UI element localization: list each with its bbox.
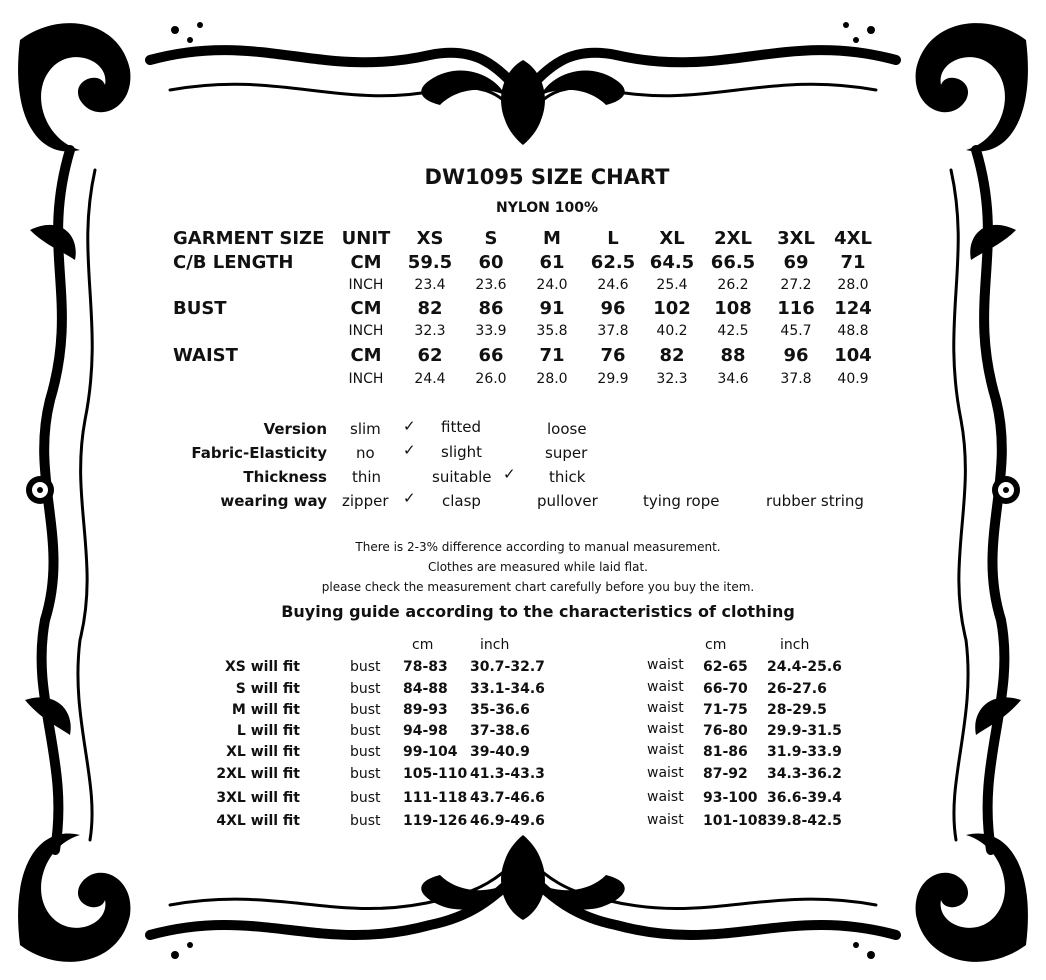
- fit-label: 3XL will fit: [216, 790, 300, 806]
- elasticity-option-super: super: [545, 444, 588, 462]
- table-cell: 82: [417, 298, 443, 319]
- table-cell: 28.0: [837, 277, 869, 293]
- table-cell: 34.6: [717, 371, 749, 387]
- check-mark-icon: ✓: [403, 489, 416, 507]
- bust-cm: 105-110: [403, 766, 468, 782]
- thickness-option-thick: thick: [549, 468, 586, 486]
- row-label-waist: WAIST: [173, 345, 238, 366]
- bust-label: bust: [350, 681, 381, 697]
- waist-label: waist: [647, 765, 684, 781]
- table-cell: 40.9: [837, 371, 869, 387]
- wearing-option-zipper: zipper: [342, 492, 389, 510]
- version-option-fitted: fitted: [441, 418, 481, 436]
- bust-inch: 39-40.9: [470, 744, 530, 760]
- guide-header-cm: cm: [705, 637, 727, 653]
- row-label-bust: BUST: [173, 298, 227, 319]
- table-cell: 32.3: [656, 371, 688, 387]
- table-cell: 71: [539, 345, 565, 366]
- table-cell: 24.0: [536, 277, 568, 293]
- table-cell: 66: [478, 345, 504, 366]
- wearing-option-pullover: pullover: [537, 492, 598, 510]
- version-option-slim: slim: [350, 420, 381, 438]
- waist-inch: 31.9-33.9: [767, 744, 842, 760]
- table-cell: 66.5: [710, 252, 756, 273]
- waist-inch: 26-27.6: [767, 681, 827, 697]
- table-cell: 26.2: [717, 277, 749, 293]
- wearing-way-label: wearing way: [220, 492, 327, 510]
- bust-label: bust: [350, 744, 381, 760]
- bust-label: bust: [350, 659, 381, 675]
- fit-label: L will fit: [236, 723, 300, 739]
- waist-label: waist: [647, 679, 684, 695]
- thickness-option-suitable: suitable: [432, 468, 492, 486]
- table-cell: 69: [783, 252, 809, 273]
- table-cell: 64.5: [649, 252, 695, 273]
- bust-inch: 41.3-43.3: [470, 766, 545, 782]
- note-line: There is 2-3% difference according to manual measurement.: [355, 540, 721, 554]
- waist-label: waist: [647, 721, 684, 737]
- table-cell: 102: [653, 298, 691, 319]
- bust-cm: 119-126: [403, 813, 468, 829]
- bust-inch: 33.1-34.6: [470, 681, 545, 697]
- table-cell: 24.4: [414, 371, 446, 387]
- table-cell: 104: [834, 345, 872, 366]
- table-cell: 23.6: [475, 277, 507, 293]
- header-garment-size: GARMENT SIZE: [173, 228, 325, 249]
- waist-cm: 62-65: [703, 659, 748, 675]
- check-mark-icon: ✓: [403, 441, 416, 459]
- note-line: Clothes are measured while laid flat.: [428, 560, 648, 574]
- table-cell: 48.8: [837, 323, 869, 339]
- elasticity-option-no: no: [356, 444, 375, 462]
- bust-label: bust: [350, 813, 381, 829]
- check-mark-icon: ✓: [403, 417, 416, 435]
- header-size-3xl: 3XL: [777, 228, 815, 249]
- bust-cm: 78-83: [403, 659, 448, 675]
- waist-label: waist: [647, 742, 684, 758]
- thickness-label: Thickness: [243, 468, 327, 486]
- table-cell: 59.5: [407, 252, 453, 273]
- chart-title: DW1095 SIZE CHART: [424, 165, 670, 189]
- table-cell: 96: [783, 345, 809, 366]
- unit-cm: CM: [350, 345, 382, 366]
- waist-label: waist: [647, 789, 684, 805]
- table-cell: 35.8: [536, 323, 568, 339]
- table-cell: 32.3: [414, 323, 446, 339]
- table-cell: 76: [600, 345, 626, 366]
- waist-inch: 24.4-25.6: [767, 659, 842, 675]
- waist-inch: 34.3-36.2: [767, 766, 842, 782]
- fit-label: S will fit: [235, 681, 300, 697]
- table-cell: 124: [834, 298, 872, 319]
- unit-cm: CM: [350, 252, 382, 273]
- bust-cm: 99-104: [403, 744, 458, 760]
- table-cell: 61: [539, 252, 565, 273]
- guide-header-inch: inch: [480, 637, 510, 653]
- table-cell: 45.7: [780, 323, 812, 339]
- header-size-m: M: [543, 228, 561, 249]
- row-label-cb-length: C/B LENGTH: [173, 252, 294, 273]
- bust-inch: 46.9-49.6: [470, 813, 545, 829]
- bust-cm: 94-98: [403, 723, 448, 739]
- table-cell: 82: [659, 345, 685, 366]
- table-cell: 33.9: [475, 323, 507, 339]
- waist-inch: 29.9-31.5: [767, 723, 842, 739]
- bust-cm: 89-93: [403, 702, 448, 718]
- table-cell: 24.6: [597, 277, 629, 293]
- table-cell: 62: [417, 345, 443, 366]
- elasticity-option-slight: slight: [441, 443, 483, 461]
- header-unit: UNIT: [341, 228, 391, 249]
- bust-inch: 43.7-46.6: [470, 790, 545, 806]
- table-cell: 88: [720, 345, 746, 366]
- bust-label: bust: [350, 766, 381, 782]
- waist-inch: 39.8-42.5: [767, 813, 842, 829]
- bust-cm: 111-118: [403, 790, 468, 806]
- waist-cm: 66-70: [703, 681, 748, 697]
- table-cell: 60: [478, 252, 504, 273]
- chart-subtitle: NYLON 100%: [495, 200, 599, 216]
- waist-label: waist: [647, 657, 684, 673]
- waist-cm: 71-75: [703, 702, 748, 718]
- bust-label: bust: [350, 723, 381, 739]
- elasticity-label: Fabric-Elasticity: [191, 444, 327, 462]
- header-size-s: S: [484, 228, 498, 249]
- fit-label: M will fit: [231, 702, 300, 718]
- table-cell: 40.2: [656, 323, 688, 339]
- table-cell: 37.8: [780, 371, 812, 387]
- guide-header-inch: inch: [780, 637, 810, 653]
- unit-cm: CM: [350, 298, 382, 319]
- fit-label: XL will fit: [226, 744, 300, 760]
- wearing-option-rubber-string: rubber string: [766, 492, 864, 510]
- check-mark-icon: ✓: [503, 465, 516, 483]
- waist-cm: 76-80: [703, 723, 748, 739]
- table-cell: 29.9: [597, 371, 629, 387]
- table-cell: 23.4: [414, 277, 446, 293]
- fit-label: 4XL will fit: [216, 813, 300, 829]
- note-line: please check the measurement chart carefully before you buy the item.: [321, 580, 755, 594]
- waist-inch: 28-29.5: [767, 702, 827, 718]
- wearing-option-tying-rope: tying rope: [643, 492, 720, 510]
- header-size-xs: XS: [416, 228, 444, 249]
- thickness-option-thin: thin: [352, 468, 382, 486]
- waist-cm: 87-92: [703, 766, 748, 782]
- table-cell: 86: [478, 298, 504, 319]
- waist-cm: 101-108: [703, 813, 768, 829]
- table-cell: 91: [539, 298, 565, 319]
- bust-inch: 35-36.6: [470, 702, 530, 718]
- table-cell: 42.5: [717, 323, 749, 339]
- unit-inch: INCH: [348, 371, 384, 387]
- version-option-loose: loose: [547, 420, 587, 438]
- table-cell: 96: [600, 298, 626, 319]
- table-cell: 108: [714, 298, 752, 319]
- waist-inch: 36.6-39.4: [767, 790, 842, 806]
- waist-cm: 93-100: [703, 790, 758, 806]
- header-size-4xl: 4XL: [834, 228, 872, 249]
- bust-inch: 37-38.6: [470, 723, 530, 739]
- header-size-2xl: 2XL: [714, 228, 752, 249]
- bust-label: bust: [350, 790, 381, 806]
- bust-inch: 30.7-32.7: [470, 659, 545, 675]
- guide-header-cm: cm: [412, 637, 434, 653]
- fit-label: 2XL will fit: [216, 766, 300, 782]
- wearing-option-clasp: clasp: [442, 492, 481, 510]
- table-cell: 116: [777, 298, 815, 319]
- table-cell: 26.0: [475, 371, 507, 387]
- table-cell: 62.5: [590, 252, 636, 273]
- header-size-l: L: [607, 228, 619, 249]
- fit-label: XS will fit: [224, 659, 300, 675]
- table-cell: 25.4: [656, 277, 688, 293]
- waist-cm: 81-86: [703, 744, 748, 760]
- bust-cm: 84-88: [403, 681, 448, 697]
- waist-label: waist: [647, 812, 684, 828]
- table-cell: 28.0: [536, 371, 568, 387]
- bust-label: bust: [350, 702, 381, 718]
- table-cell: 71: [840, 252, 866, 273]
- unit-inch: INCH: [348, 323, 384, 339]
- table-cell: 27.2: [780, 277, 812, 293]
- buying-guide-title: Buying guide according to the characteristics of clothing: [281, 602, 795, 621]
- table-cell: 37.8: [597, 323, 629, 339]
- unit-inch: INCH: [348, 277, 384, 293]
- header-size-xl: XL: [659, 228, 685, 249]
- waist-label: waist: [647, 700, 684, 716]
- version-label: Version: [263, 420, 327, 438]
